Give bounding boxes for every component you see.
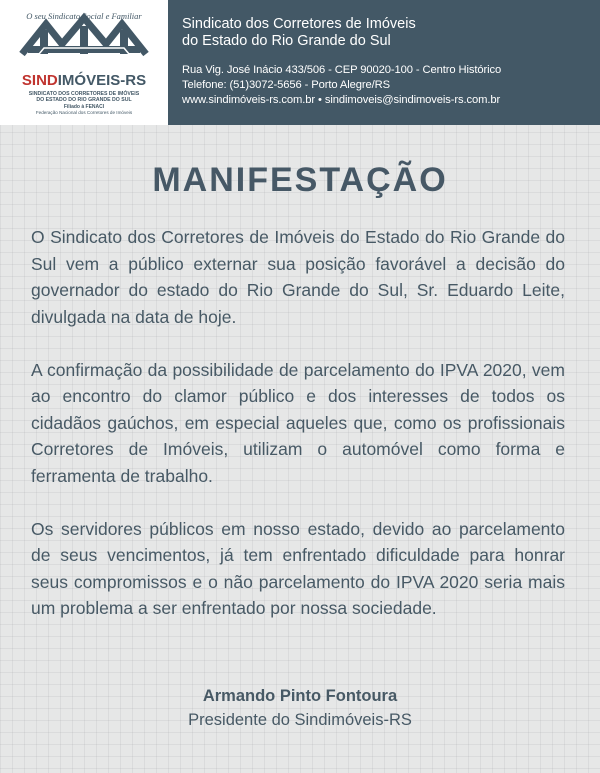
website-email: www.sindimóveis-rs.com.br • sindimoveis@sindimoveis-rs.com.br xyxy=(182,94,501,106)
logo-wordmark: SINDIMÓVEIS-RS xyxy=(21,72,147,89)
org-name-line-1: Sindicato dos Corretores de Imóveis xyxy=(182,16,416,32)
organization-info xyxy=(168,0,501,125)
org-name-line-2: do Estado do Rio Grande do Sul xyxy=(182,33,391,49)
phone: Telefone: (51)3072-5656 - Porto Alegre/RS xyxy=(182,79,390,91)
paragraph-1: O Sindicato dos Corretores de Imóveis do Estado do Rio Grande do Sul vem a público externar sua posição favorável a decisão do governador do estado do Rio Grande do Sul, Sr. Eduardo Leite, divulgada na data de hoje. xyxy=(31,227,565,327)
paragraph-2: A confirmação da possibilidade de parcelamento do IPVA 2020, vem ao encontro do clamor público e dos interesses de todos os cidadãos gaúchos, em especial aqueles que, como os profissionais Corretores de Imóveis, utilizam o automóvel como forma e ferramenta de trabalho. xyxy=(31,359,565,486)
paragraph-3: Os servidores públicos em nosso estado, devido ao parcelamento de seus vencimentos, já tem enfrentado dificuldade para honrar seus compromissos e o não parcelamento do IPVA 2020 seria mais um problema a ser enfrentado por nossa sociedade. xyxy=(31,518,565,618)
svg-text:SINDICATO DOS CORRETORES DE IM: SINDICATO DOS CORRETORES DE IMÓVEIS xyxy=(28,91,140,97)
organization-name xyxy=(182,16,501,50)
letterhead xyxy=(0,0,600,125)
contact-block xyxy=(182,63,501,108)
signature-block xyxy=(0,684,600,732)
svg-text:Filiado à FENACI: Filiado à FENACI xyxy=(63,104,105,110)
document-title: MANIFESTAÇÃO xyxy=(152,161,448,199)
logo-tagline: O seu Sindicato Social e Familiar xyxy=(26,11,142,21)
address: Rua Vig. José Inácio 433/506 - CEP 90020-100 - Centro Histórico xyxy=(182,64,502,76)
svg-text:DO ESTADO DO RIO GRANDE DO SUL: DO ESTADO DO RIO GRANDE DO SUL xyxy=(36,97,132,103)
sindimoveis-logo xyxy=(0,0,168,125)
svg-text:Federação Nacional dos Correto: Federação Nacional dos Corretores de Imóveis xyxy=(35,110,133,115)
signature-role: Presidente do Sindimóveis-RS xyxy=(188,711,412,729)
signature-name: Armando Pinto Fontoura xyxy=(202,687,398,705)
document-body xyxy=(31,224,565,648)
